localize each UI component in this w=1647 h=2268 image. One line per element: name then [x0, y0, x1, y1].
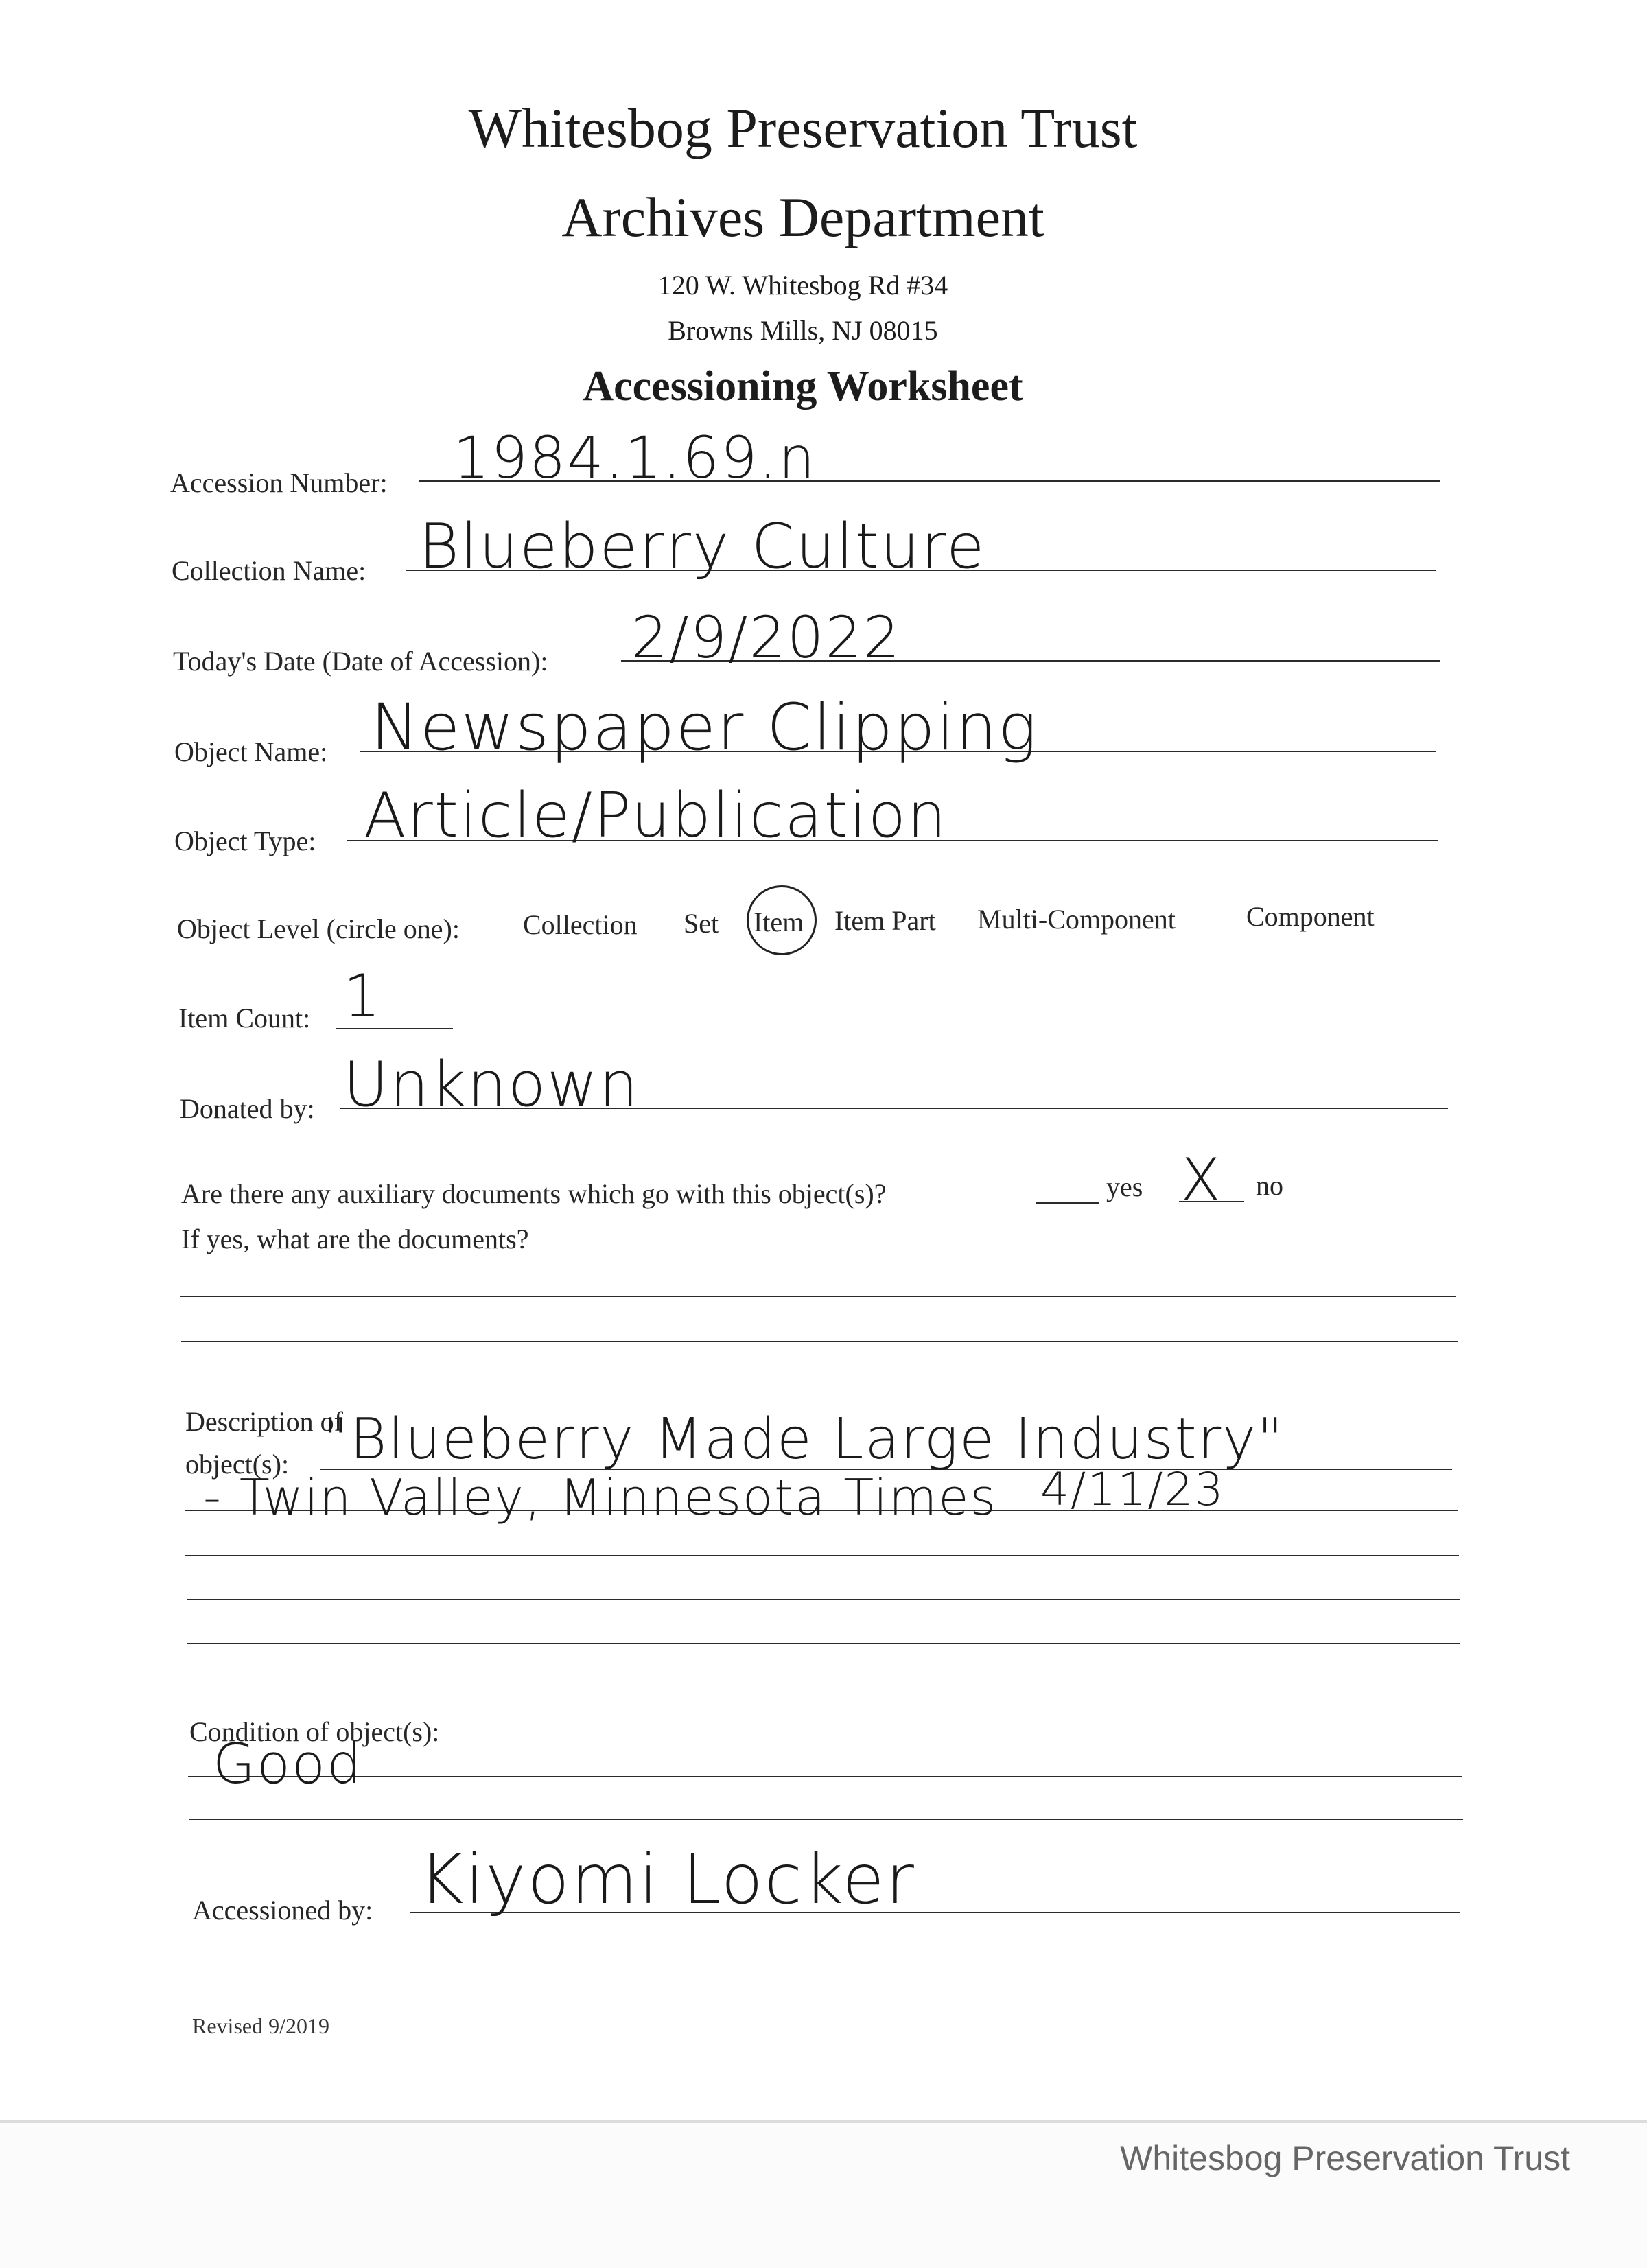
- object-name-value[interactable]: Newspaper Clipping: [371, 690, 1038, 765]
- condition-label: Condition of object(s):: [189, 1716, 440, 1747]
- accessioned-by-value[interactable]: Kiyomi Locker: [419, 1839, 915, 1919]
- org-name: Whitesbog Preservation Trust: [468, 97, 1138, 159]
- object-level-option-component[interactable]: Component: [1246, 901, 1375, 932]
- object-name-label: Object Name:: [174, 736, 328, 767]
- auxiliary-answer-line-2: [181, 1341, 1458, 1342]
- description-value-line-1[interactable]: "Blueberry Made Large Industry": [323, 1407, 1285, 1472]
- object-level-option-collection[interactable]: Collection: [523, 909, 638, 940]
- object-level-option-item-part[interactable]: Item Part: [834, 905, 936, 936]
- description-line-3: [185, 1555, 1459, 1556]
- revised-note: Revised 9/2019: [192, 2013, 329, 2038]
- address-line-2: Browns Mills, NJ 08015: [668, 315, 938, 346]
- object-type-value[interactable]: Article/Publication: [364, 780, 948, 852]
- description-value-date[interactable]: 4/11/23: [1040, 1463, 1225, 1516]
- collection-name-value[interactable]: Blueberry Culture: [419, 511, 986, 583]
- description-label-line-2: object(s):: [185, 1449, 290, 1480]
- auxiliary-yes-label: yes: [1106, 1171, 1143, 1202]
- object-level-option-set[interactable]: Set: [684, 908, 719, 939]
- description-line-4: [187, 1599, 1460, 1600]
- donated-by-value[interactable]: Unknown: [343, 1049, 640, 1121]
- item-count-value[interactable]: 1: [343, 962, 382, 1031]
- accession-number-value[interactable]: 1984.1.69.n: [453, 424, 817, 491]
- address-line-1: 120 W. Whitesbog Rd #34: [657, 270, 948, 301]
- auxiliary-answer-line-1: [180, 1296, 1456, 1297]
- object-level-label: Object Level (circle one):: [177, 913, 460, 944]
- condition-line-2: [189, 1819, 1463, 1820]
- object-type-label: Object Type:: [174, 826, 316, 856]
- form-title: Accessioning Worksheet: [583, 363, 1023, 410]
- donated-by-label: Donated by:: [180, 1093, 315, 1124]
- item-count-label: Item Count:: [178, 1003, 311, 1033]
- todays-date-value[interactable]: 2/9/2022: [631, 604, 902, 671]
- object-level-option-item[interactable]: Item: [754, 907, 804, 937]
- condition-value[interactable]: Good: [213, 1732, 363, 1796]
- description-value-line-2[interactable]: - Twin Valley, Minnesota Times: [203, 1469, 998, 1526]
- condition-line-1: [188, 1776, 1462, 1777]
- auxiliary-yes-line: [1036, 1202, 1099, 1204]
- collection-name-label: Collection Name:: [172, 555, 366, 586]
- description-label-line-1: Description of: [185, 1406, 343, 1437]
- todays-date-label: Today's Date (Date of Accession):: [173, 646, 548, 677]
- auxiliary-followup-label: If yes, what are the documents?: [181, 1224, 529, 1254]
- accessioned-by-label: Accessioned by:: [192, 1895, 373, 1926]
- auxiliary-question: Are there any auxiliary documents which go with this object(s)?: [181, 1178, 887, 1209]
- department-name: Archives Department: [561, 186, 1044, 248]
- accession-number-label: Accession Number:: [170, 467, 388, 498]
- selected-circle-mark: [747, 885, 817, 955]
- description-line-5: [187, 1643, 1460, 1644]
- auxiliary-no-label: no: [1256, 1170, 1283, 1201]
- source-caption: Whitesbog Preservation Trust: [1120, 2139, 1570, 2177]
- auxiliary-no-mark[interactable]: X: [1180, 1146, 1222, 1215]
- object-level-option-multi-component[interactable]: Multi-Component: [977, 904, 1176, 935]
